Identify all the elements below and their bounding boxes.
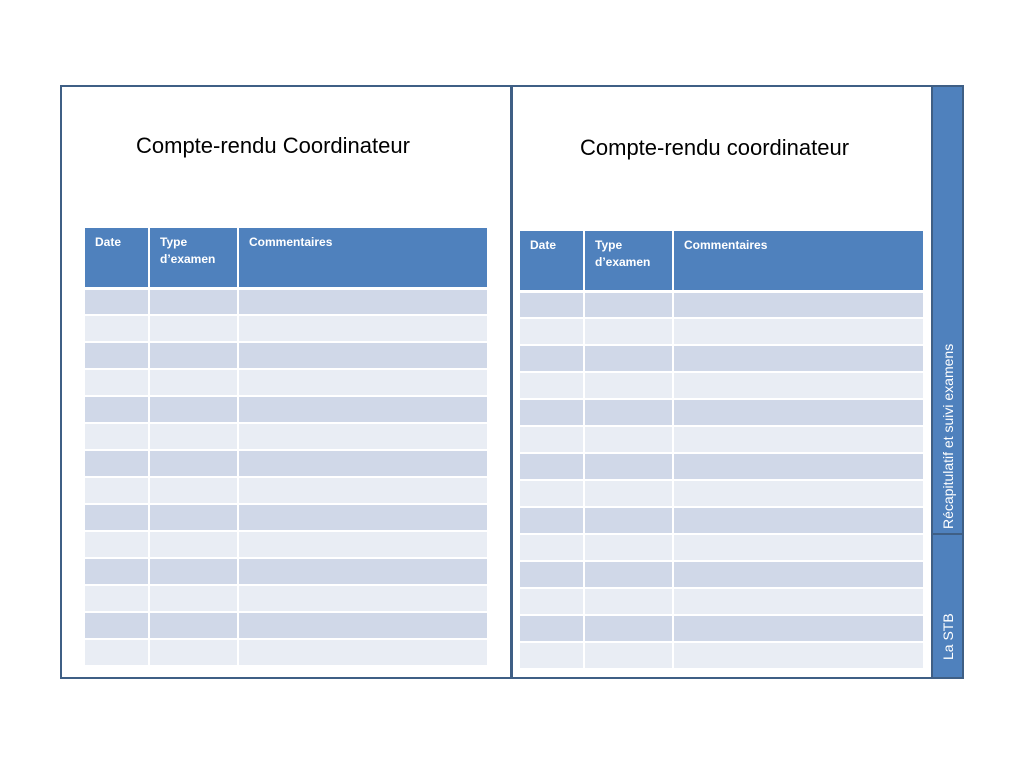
table-row	[85, 612, 487, 639]
right-panel-title: Compte-rendu coordinateur	[580, 135, 850, 160]
exam-type-cell[interactable]	[584, 372, 673, 399]
table-row	[85, 288, 487, 315]
table-row	[520, 345, 923, 372]
exam-type-cell[interactable]	[149, 612, 238, 639]
comments-cell[interactable]	[238, 612, 487, 639]
table-row	[520, 318, 923, 345]
table-row	[520, 534, 923, 561]
comments-cell[interactable]	[238, 423, 487, 450]
date-cell[interactable]	[520, 345, 584, 372]
table-row	[85, 396, 487, 423]
comments-cell[interactable]	[673, 615, 923, 642]
comments-cell[interactable]	[238, 342, 487, 369]
date-cell[interactable]	[520, 615, 584, 642]
exam-type-cell[interactable]	[149, 396, 238, 423]
comments-cell[interactable]	[238, 288, 487, 315]
exam-type-cell[interactable]	[584, 642, 673, 669]
table-row	[85, 558, 487, 585]
table-row	[520, 372, 923, 399]
table-row	[520, 507, 923, 534]
table-row	[85, 639, 487, 666]
exam-type-cell[interactable]	[149, 315, 238, 342]
table-row	[85, 477, 487, 504]
exam-type-cell[interactable]	[584, 318, 673, 345]
date-cell[interactable]	[520, 372, 584, 399]
spine-separator	[931, 533, 964, 535]
comments-cell[interactable]	[673, 426, 923, 453]
exam-type-cell[interactable]	[584, 399, 673, 426]
table-row	[520, 480, 923, 507]
date-cell[interactable]	[85, 477, 149, 504]
table-row	[520, 615, 923, 642]
column-header-exam-type: Type d’examen	[584, 231, 673, 291]
date-cell[interactable]	[85, 639, 149, 666]
exam-type-cell[interactable]	[149, 450, 238, 477]
exam-type-cell[interactable]	[584, 426, 673, 453]
comments-cell[interactable]	[238, 585, 487, 612]
date-cell[interactable]	[520, 642, 584, 669]
comments-cell[interactable]	[673, 372, 923, 399]
table-row	[85, 342, 487, 369]
date-cell[interactable]	[520, 453, 584, 480]
comments-cell[interactable]	[673, 588, 923, 615]
spine-bottom-label: La STB	[940, 613, 956, 660]
panel-divider	[510, 85, 513, 679]
exam-type-cell[interactable]	[584, 291, 673, 318]
comments-cell[interactable]	[673, 453, 923, 480]
exam-type-cell[interactable]	[584, 480, 673, 507]
comments-cell[interactable]	[238, 396, 487, 423]
exam-type-cell[interactable]	[584, 534, 673, 561]
table-row	[520, 426, 923, 453]
table-row	[520, 642, 923, 669]
comments-cell[interactable]	[238, 315, 487, 342]
comments-cell[interactable]	[238, 558, 487, 585]
table-row	[85, 369, 487, 396]
exam-type-cell[interactable]	[149, 585, 238, 612]
date-cell[interactable]	[520, 291, 584, 318]
comments-cell[interactable]	[238, 369, 487, 396]
table-row	[520, 453, 923, 480]
column-header-comments: Commentaires	[673, 231, 923, 291]
date-cell[interactable]	[520, 426, 584, 453]
date-cell[interactable]	[520, 480, 584, 507]
table-header-row	[85, 228, 487, 288]
table-row	[520, 291, 923, 318]
exam-type-cell[interactable]	[584, 588, 673, 615]
table-row	[85, 423, 487, 450]
date-cell[interactable]	[85, 585, 149, 612]
table-row	[85, 315, 487, 342]
exam-type-cell[interactable]	[584, 345, 673, 372]
date-cell[interactable]	[85, 558, 149, 585]
comments-cell[interactable]	[238, 639, 487, 666]
exam-type-cell[interactable]	[149, 531, 238, 558]
exam-type-cell[interactable]	[149, 342, 238, 369]
left-report-table	[85, 228, 487, 667]
date-cell[interactable]	[85, 531, 149, 558]
date-cell[interactable]	[520, 507, 584, 534]
comments-cell[interactable]	[673, 399, 923, 426]
comments-cell[interactable]	[238, 504, 487, 531]
comments-cell[interactable]	[673, 318, 923, 345]
table-row	[520, 561, 923, 588]
date-cell[interactable]	[520, 588, 584, 615]
exam-type-cell[interactable]	[584, 507, 673, 534]
exam-type-cell[interactable]	[149, 639, 238, 666]
comments-cell[interactable]	[673, 642, 923, 669]
date-cell[interactable]	[520, 561, 584, 588]
exam-type-cell[interactable]	[149, 423, 238, 450]
date-cell[interactable]	[85, 396, 149, 423]
comments-cell[interactable]	[238, 531, 487, 558]
exam-type-cell[interactable]	[149, 504, 238, 531]
date-cell[interactable]	[520, 399, 584, 426]
comments-cell[interactable]	[673, 507, 923, 534]
comments-cell[interactable]	[673, 345, 923, 372]
exam-type-cell[interactable]	[149, 558, 238, 585]
comments-cell[interactable]	[238, 450, 487, 477]
date-cell[interactable]	[85, 423, 149, 450]
date-cell[interactable]	[520, 318, 584, 345]
date-cell[interactable]	[85, 504, 149, 531]
date-cell[interactable]	[520, 534, 584, 561]
date-cell[interactable]	[85, 450, 149, 477]
comments-cell[interactable]	[673, 291, 923, 318]
left-panel-title: Compte-rendu Coordinateur	[136, 133, 410, 158]
date-cell[interactable]	[85, 612, 149, 639]
comments-cell[interactable]	[238, 477, 487, 504]
exam-type-cell[interactable]	[584, 615, 673, 642]
table-row	[520, 588, 923, 615]
column-header-date: Date	[85, 228, 149, 288]
table-row	[85, 504, 487, 531]
exam-type-cell[interactable]	[149, 288, 238, 315]
date-cell[interactable]	[85, 369, 149, 396]
table-row	[85, 531, 487, 558]
comments-cell[interactable]	[673, 561, 923, 588]
table-row	[520, 399, 923, 426]
right-report-table	[520, 231, 923, 670]
column-header-date: Date	[520, 231, 584, 291]
exam-type-cell[interactable]	[584, 561, 673, 588]
column-header-comments: Commentaires	[238, 228, 487, 288]
exam-type-cell[interactable]	[149, 477, 238, 504]
exam-type-cell[interactable]	[584, 453, 673, 480]
exam-type-cell[interactable]	[149, 369, 238, 396]
table-header-row	[520, 231, 923, 291]
date-cell[interactable]	[85, 342, 149, 369]
date-cell[interactable]	[85, 315, 149, 342]
date-cell[interactable]	[85, 288, 149, 315]
comments-cell[interactable]	[673, 480, 923, 507]
table-row	[85, 585, 487, 612]
comments-cell[interactable]	[673, 534, 923, 561]
table-row	[85, 450, 487, 477]
column-header-exam-type: Type d’examen	[149, 228, 238, 288]
spine-top-label: Récapitulatif et suivi examens	[940, 343, 956, 529]
